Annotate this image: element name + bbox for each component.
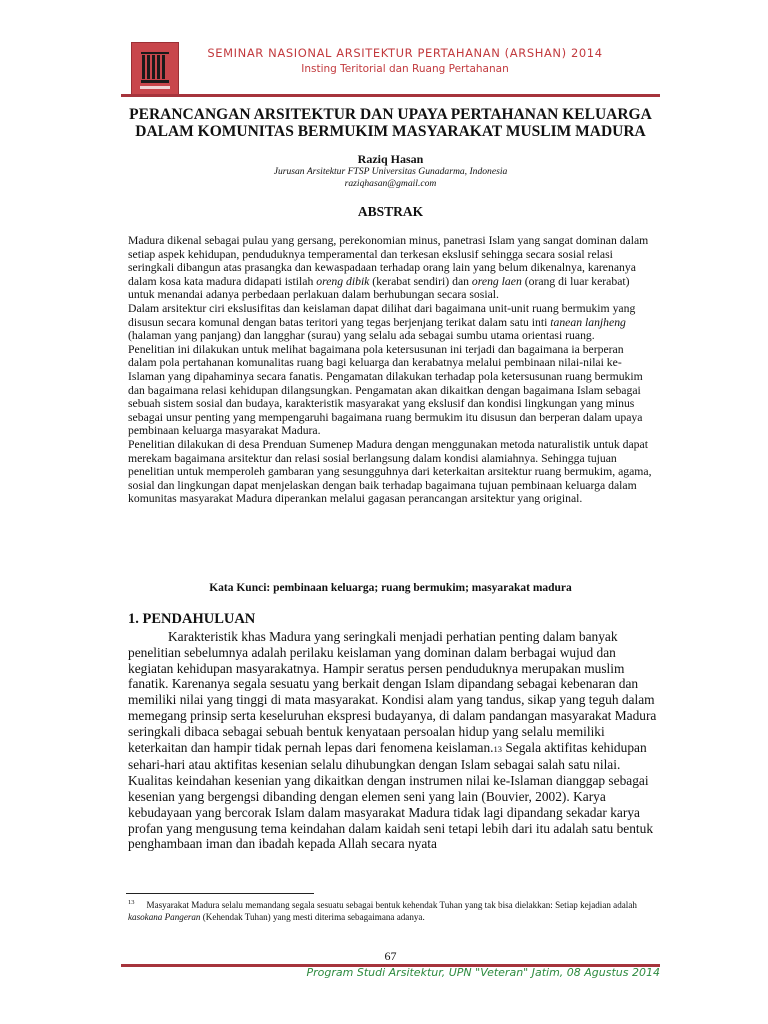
paper-title-line2: DALAM KOMUNITAS BERMUKIM MASYARAKAT MUSLIM MADURA (135, 123, 646, 140)
conference-theme: Insting Teritorial dan Ruang Pertahanan (301, 63, 509, 75)
abstract-text: (halaman yang panjang) dan langghar (surau) yang selalu ada sebagai sumbu utama orientasi ruang. (128, 329, 595, 343)
conference-header (190, 45, 620, 77)
abstract-text: Dalam arsitektur ciri ekslusifitas dan keislaman dapat dilihat dari bagaimana unit-unit ruang bermukim yang disusun secara komunal dengan batas teritori yang tegas berjenjang terikat dalam satu inti (128, 301, 636, 329)
footer-text: Program Studi Arsitektur, UPN "Veteran" Jatim, 08 Agustus 2014 (306, 966, 660, 979)
abstract-body (128, 234, 653, 506)
footnote-number: 13 (128, 899, 135, 906)
logo-graphic (132, 43, 178, 95)
abstract-heading: ABSTRAK (357, 204, 424, 219)
paper-title (121, 106, 660, 140)
abstract-paragraph (128, 234, 653, 302)
abstract-paragraph: Penelitian ini dilakukan untuk melihat bagaimana pola ketersusunan ini terjadi dan bagaimana ia berperan dalam pola pertahanan komunalitas ruang bagi keluarga dan kerabatnya melalui pembinaan nilai-nilai ke-Islaman yang dipahaminya secara fanatis. Pengamatan dilakukan terhadap pola ketersusunan ruang bermukim dan bagaimana relasi kehidupan dilangsungkan. Pengamatan akan dikaitkan dengan bagaimana Islam sebagai sebuah sistem sosial dan budaya, karakteristik masyarakat yang ekslusif dan kondisi lingkungan yang minus sebagai unsur penting yang mempengaruhi bagaimana ruang bermukim itu disusun dan berperan dalam upaya pembinaan keluarga masyarakat Madura. (128, 342, 643, 438)
page-number: 67 (384, 949, 397, 963)
affiliation-text: Jurusan Arsitektur FTSP Universitas Gunadarma, Indonesia (273, 166, 508, 177)
author-affiliation (121, 166, 660, 190)
term-tanean-lanjheng: tanean lanjheng (550, 315, 626, 329)
footnote-reference[interactable]: 13 (493, 743, 502, 754)
paper-title-line1: PERANCANGAN ARSITEKTUR DAN UPAYA PERTAHANAN KELUARGA (129, 106, 652, 123)
section-body (128, 629, 658, 852)
abstract-text: (orang di luar kerabat) untuk menandai adanya perbedaan perlakuan dalam berhubungan secara sosial. (128, 274, 630, 302)
author-name: Raziq Hasan (357, 152, 424, 166)
body-text: Karakteristik khas Madura yang seringkali menjadi perhatian penting dalam banyak penelitian sebelumnya adalah perilaku keislaman yang dominan dalam berbagai wujud dan kegiatan kehidupan masyarakatnya. Hampir seratus persen penduduknya merupakan muslim fanatik. Karenanya segala sesuatu yang berkait dengan Islam dipandang sebagai kebenaran dan memiliki nilai yang tinggi di mata masyarakat. Kondisi alam yang tandus, sikap yang teguh dalam memegang prinsip serta keseluruhan ekspresi budayanya, di dalam pandangan masyarakat Madura seringkali dibaca sebagai sebuah bentuk kenyataan persoalan hidup yang selalu memiliki keterkaitan dan hampir tidak pernah lepas dari fenomena keislaman. (128, 629, 657, 755)
abstract-paragraph (128, 302, 653, 343)
footnote-text: Masyarakat Madura selalu memandang segala sesuatu sebagai bentuk kehendak Tuhan yang tak bisa dielakkan: Setiap kejadian adalah (146, 900, 637, 911)
abstract-text: Madura dikenal sebagai pulau yang gersang, perekonomian minus, panetrasi Islam yang sangat dominan dalam setiap aspek kehidupan, penduduknya temperamental dan terkesan ekslusif sehingga secara sosial relasi seringkali dibangun atas prasangka dan kewaspadaan terhadap orang lain yang belum dikenalnya, karenanya dalam kosa kata madura didapati istilah (128, 234, 649, 288)
body-text: Segala aktifitas kehidupan sehari-hari atau aktifitas kesenian selalu dihubungkan dengan Islam sebagai salah satu nilai. Kualitas keindahan kesenian yang dikaitkan dengan instrumen nilai ke-Islaman dianggap sebagai kesenian yang bergengsi dibanding dengan elemen seni yang lain (Bouvier, 2002). Karya kebudayaan yang bercorak Islam dalam masyarakat Madura tidak lagi dipandang sekadar karya profan yang mengusung tema keindahan dalam kaidah seni tetapi lebih dari itu adalah satu bentuk penghambaan iman dan ibadah kepada Allah secara nyata (128, 739, 654, 852)
arshan-logo (131, 42, 179, 96)
abstract-paragraph: Penelitian dilakukan di desa Prenduan Sumenep Madura dengan menggunakan metoda naturalistik untuk dapat merekam bagaimana arsitektur dan relasi sosial berlangsung dalam kondisi alamiahnya. Sehingga tujuan penelitian untuk memperoleh gambaran yang sesungguhnya dari keterkaitan arsitektur ruang bermukim, agama, sosial dan lingkungan dapat menjelaskan dengan baik terhadap bagaimana tujuan pembinaan keluarga dalam komunitas masyarakat Madura diperankan melalui gagasan perancangan arsitektur yang original. (128, 437, 652, 506)
abstract-text: (kerabat sendiri) dan (369, 274, 472, 288)
author-email: raziqhasan@gmail.com (344, 178, 437, 189)
term-oreng-dibik: oreng dibik (316, 274, 370, 288)
conference-name: SEMINAR NASIONAL ARSITEKTUR PERTAHANAN (ARSHAN) 2014 (207, 46, 603, 60)
term-oreng-laen: oreng laen (471, 274, 522, 288)
footnote (128, 897, 648, 923)
footnote-divider (126, 893, 314, 894)
term-kasokana-pangeran: kasokana Pangeran (128, 912, 201, 923)
header-divider (121, 94, 660, 97)
section-heading: 1. PENDAHULUAN (128, 611, 256, 627)
footnote-text: (Kehendak Tuhan) yang mesti diterima sebagaimana adanya. (200, 912, 425, 923)
keywords: Kata Kunci: pembinaan keluarga; ruang bermukim; masyarakat madura (209, 582, 572, 594)
